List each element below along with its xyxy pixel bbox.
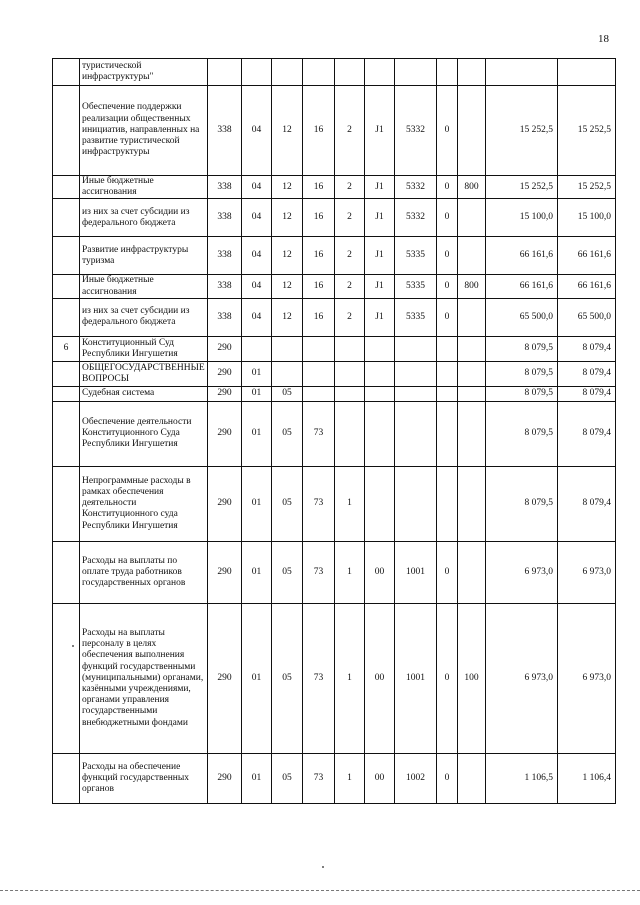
cell-name: из них за счет субсидии из федерального бюджета xyxy=(80,199,208,237)
cell-pr: 12 xyxy=(272,237,303,275)
cell-gr: 338 xyxy=(208,86,242,176)
cell-p1: 73 xyxy=(303,753,335,803)
cell-p5 xyxy=(437,361,458,386)
cell-vr xyxy=(458,237,486,275)
cell-s2: 15 252,5 xyxy=(558,86,616,176)
cell-name: туристической инфраструктуры" xyxy=(80,59,208,86)
cell-pr xyxy=(272,336,303,361)
cell-s2: 1 106,4 xyxy=(558,753,616,803)
cell-name: Обеспечение поддержки реализации общественных инициатив, направленных на развитие туристической инфраструктуры xyxy=(80,86,208,176)
cell-p2: 1 xyxy=(335,466,365,541)
cell-vr xyxy=(458,401,486,466)
cell-no xyxy=(53,386,80,401)
cell-p1: 16 xyxy=(303,199,335,237)
cell-rz: 01 xyxy=(242,401,272,466)
cell-p5 xyxy=(437,466,458,541)
cell-s1: 8 079,5 xyxy=(486,336,558,361)
cell-gr: 290 xyxy=(208,386,242,401)
cell-gr: 338 xyxy=(208,275,242,298)
cell-p4: 1002 xyxy=(395,753,437,803)
cell-no xyxy=(53,275,80,298)
cell-p2: 2 xyxy=(335,86,365,176)
cell-p2 xyxy=(335,361,365,386)
table-row xyxy=(53,275,616,298)
cell-vr: 800 xyxy=(458,275,486,298)
cell-s2: 15 252,5 xyxy=(558,176,616,199)
cell-p3 xyxy=(365,361,395,386)
cell-vr xyxy=(458,753,486,803)
cell-p5: 0 xyxy=(437,275,458,298)
cell-rz: 01 xyxy=(242,603,272,753)
cell-vr: 100 xyxy=(458,603,486,753)
cell-name: Конституционный Суд Республики Ингушетия xyxy=(80,336,208,361)
page-number: 18 xyxy=(598,33,609,45)
cell-gr: 290 xyxy=(208,603,242,753)
cell-p1: 73 xyxy=(303,603,335,753)
cell-p5: 0 xyxy=(437,541,458,603)
cell-p2: 1 xyxy=(335,603,365,753)
cell-gr: 338 xyxy=(208,176,242,199)
cell-p2 xyxy=(335,336,365,361)
cell-p2: 2 xyxy=(335,199,365,237)
cell-p2 xyxy=(335,401,365,466)
cell-no xyxy=(53,199,80,237)
cell-p4: 5332 xyxy=(395,86,437,176)
cell-p4 xyxy=(395,361,437,386)
cell-pr: 12 xyxy=(272,275,303,298)
table-row xyxy=(53,603,616,753)
cell-p3: 00 xyxy=(365,541,395,603)
cell-p3 xyxy=(365,59,395,86)
table-row xyxy=(53,336,616,361)
table-row xyxy=(53,176,616,199)
cell-vr xyxy=(458,386,486,401)
cell-p2: 2 xyxy=(335,275,365,298)
cell-pr: 05 xyxy=(272,466,303,541)
table-row xyxy=(53,86,616,176)
cell-s1: 8 079,5 xyxy=(486,386,558,401)
cell-rz: 01 xyxy=(242,361,272,386)
cell-no xyxy=(53,466,80,541)
cell-s1: 65 500,0 xyxy=(486,298,558,336)
cell-vr xyxy=(458,59,486,86)
cell-p1 xyxy=(303,59,335,86)
cell-p5 xyxy=(437,336,458,361)
cell-gr: 338 xyxy=(208,237,242,275)
table-row xyxy=(53,59,616,86)
cell-p3: J1 xyxy=(365,199,395,237)
cell-name: Непрограммные расходы в рамках обеспечения деятельности Конституционного суда Республики Ингушетия xyxy=(80,466,208,541)
cell-pr: 12 xyxy=(272,176,303,199)
cell-rz: 01 xyxy=(242,753,272,803)
cell-p2 xyxy=(335,59,365,86)
cell-no xyxy=(53,298,80,336)
cell-p4 xyxy=(395,466,437,541)
cell-p3 xyxy=(365,466,395,541)
cell-p1: 16 xyxy=(303,176,335,199)
table-row xyxy=(53,401,616,466)
cell-p5 xyxy=(437,401,458,466)
cell-s2: 65 500,0 xyxy=(558,298,616,336)
cell-gr: 290 xyxy=(208,401,242,466)
cell-rz: 04 xyxy=(242,86,272,176)
cell-vr xyxy=(458,541,486,603)
cell-gr: 338 xyxy=(208,298,242,336)
cell-pr: 12 xyxy=(272,86,303,176)
cell-p5 xyxy=(437,386,458,401)
table-row xyxy=(53,199,616,237)
cell-p3 xyxy=(365,401,395,466)
cell-no xyxy=(53,237,80,275)
cell-s2: 66 161,6 xyxy=(558,237,616,275)
cell-no xyxy=(53,603,80,753)
cell-p1: 73 xyxy=(303,466,335,541)
cell-s1: 15 252,5 xyxy=(486,86,558,176)
scan-speck xyxy=(322,866,324,868)
cell-vr xyxy=(458,466,486,541)
cell-pr: 05 xyxy=(272,541,303,603)
cell-p4: 5332 xyxy=(395,199,437,237)
cell-p4: 5335 xyxy=(395,237,437,275)
cell-gr: 338 xyxy=(208,199,242,237)
cell-no: 6 xyxy=(53,336,80,361)
cell-p1: 73 xyxy=(303,401,335,466)
cell-no xyxy=(53,541,80,603)
cell-pr xyxy=(272,361,303,386)
table-row xyxy=(53,541,616,603)
cell-rz: 04 xyxy=(242,237,272,275)
cell-p1: 16 xyxy=(303,275,335,298)
cell-name: из них за счет субсидии из федерального бюджета xyxy=(80,298,208,336)
cell-p1 xyxy=(303,336,335,361)
cell-pr: 05 xyxy=(272,401,303,466)
cell-p3: 00 xyxy=(365,753,395,803)
cell-p3: J1 xyxy=(365,176,395,199)
cell-p3: 00 xyxy=(365,603,395,753)
cell-pr: 05 xyxy=(272,753,303,803)
cell-p1 xyxy=(303,361,335,386)
cell-p1: 73 xyxy=(303,541,335,603)
cell-p1: 16 xyxy=(303,237,335,275)
cell-p5: 0 xyxy=(437,199,458,237)
budget-table xyxy=(52,58,616,804)
cell-pr: 12 xyxy=(272,298,303,336)
cell-p4: 5335 xyxy=(395,298,437,336)
cell-name: Иные бюджетные ассигнования xyxy=(80,275,208,298)
cell-gr: 290 xyxy=(208,466,242,541)
table-row xyxy=(53,237,616,275)
cell-s2: 15 100,0 xyxy=(558,199,616,237)
cell-name: Расходы на выплаты по оплате труда работников государственных органов xyxy=(80,541,208,603)
cell-name: ОБЩЕГОСУДАРСТВЕННЫЕ ВОПРОСЫ xyxy=(80,361,208,386)
cell-p5: 0 xyxy=(437,237,458,275)
cell-no xyxy=(53,86,80,176)
cell-pr: 05 xyxy=(272,386,303,401)
cell-vr xyxy=(458,199,486,237)
cell-pr: 12 xyxy=(272,199,303,237)
cell-p1: 16 xyxy=(303,298,335,336)
cell-p4 xyxy=(395,59,437,86)
cell-no xyxy=(53,176,80,199)
cell-s1: 8 079,5 xyxy=(486,466,558,541)
cell-vr xyxy=(458,86,486,176)
cell-p4 xyxy=(395,336,437,361)
cell-name: Расходы на обеспечение функций государственных органов xyxy=(80,753,208,803)
cell-p2: 1 xyxy=(335,753,365,803)
cell-s2: 8 079,4 xyxy=(558,466,616,541)
cell-s1: 66 161,6 xyxy=(486,275,558,298)
cell-s2: 6 973,0 xyxy=(558,541,616,603)
cell-vr: 800 xyxy=(458,176,486,199)
cell-s2: 66 161,6 xyxy=(558,275,616,298)
cell-p5: 0 xyxy=(437,603,458,753)
table-row xyxy=(53,298,616,336)
bottom-rule xyxy=(0,890,640,891)
cell-p5: 0 xyxy=(437,753,458,803)
cell-rz xyxy=(242,336,272,361)
cell-name: Судебная система xyxy=(80,386,208,401)
cell-p4: 5332 xyxy=(395,176,437,199)
cell-s2: 8 079,4 xyxy=(558,336,616,361)
cell-p3 xyxy=(365,336,395,361)
cell-s2: 8 079,4 xyxy=(558,401,616,466)
cell-p5: 0 xyxy=(437,298,458,336)
cell-name: Иные бюджетные ассигнования xyxy=(80,176,208,199)
cell-rz: 04 xyxy=(242,199,272,237)
table-row xyxy=(53,466,616,541)
cell-gr: 290 xyxy=(208,336,242,361)
cell-p5: 0 xyxy=(437,176,458,199)
cell-p2 xyxy=(335,386,365,401)
cell-p3: J1 xyxy=(365,237,395,275)
cell-rz: 04 xyxy=(242,176,272,199)
cell-vr xyxy=(458,361,486,386)
cell-rz: 01 xyxy=(242,541,272,603)
cell-p3 xyxy=(365,386,395,401)
cell-s2 xyxy=(558,59,616,86)
cell-no xyxy=(53,401,80,466)
cell-p4: 5335 xyxy=(395,275,437,298)
table-row xyxy=(53,386,616,401)
cell-s1: 66 161,6 xyxy=(486,237,558,275)
cell-s1: 15 252,5 xyxy=(486,176,558,199)
cell-s1: 8 079,5 xyxy=(486,401,558,466)
cell-name: Обеспечение деятельности Конституционного Суда Республики Ингушетия xyxy=(80,401,208,466)
cell-s1: 6 973,0 xyxy=(486,603,558,753)
cell-no xyxy=(53,361,80,386)
cell-p4: 1001 xyxy=(395,541,437,603)
cell-p5 xyxy=(437,59,458,86)
cell-p3: J1 xyxy=(365,275,395,298)
cell-no xyxy=(53,753,80,803)
cell-vr xyxy=(458,336,486,361)
cell-vr xyxy=(458,298,486,336)
cell-gr: 290 xyxy=(208,541,242,603)
cell-gr: 290 xyxy=(208,361,242,386)
cell-s1: 15 100,0 xyxy=(486,199,558,237)
cell-s1: 8 079,5 xyxy=(486,361,558,386)
cell-name: Развитие инфраструктуры туризма xyxy=(80,237,208,275)
cell-p2: 1 xyxy=(335,541,365,603)
scan-speck xyxy=(72,645,74,647)
cell-p3: J1 xyxy=(365,86,395,176)
cell-rz: 04 xyxy=(242,298,272,336)
cell-s2: 8 079,4 xyxy=(558,386,616,401)
cell-rz: 01 xyxy=(242,466,272,541)
cell-gr: 290 xyxy=(208,753,242,803)
cell-p2: 2 xyxy=(335,298,365,336)
cell-p2: 2 xyxy=(335,176,365,199)
cell-rz: 01 xyxy=(242,386,272,401)
cell-s2: 8 079,4 xyxy=(558,361,616,386)
cell-pr: 05 xyxy=(272,603,303,753)
cell-p1: 16 xyxy=(303,86,335,176)
cell-gr xyxy=(208,59,242,86)
cell-s1: 6 973,0 xyxy=(486,541,558,603)
cell-p4 xyxy=(395,386,437,401)
cell-rz: 04 xyxy=(242,275,272,298)
cell-p3: J1 xyxy=(365,298,395,336)
cell-p2: 2 xyxy=(335,237,365,275)
cell-p4: 1001 xyxy=(395,603,437,753)
cell-s1 xyxy=(486,59,558,86)
cell-p4 xyxy=(395,401,437,466)
cell-p5: 0 xyxy=(437,86,458,176)
cell-rz xyxy=(242,59,272,86)
table-row xyxy=(53,361,616,386)
table-row xyxy=(53,753,616,803)
cell-no xyxy=(53,59,80,86)
cell-name: Расходы на выплаты персоналу в целях обеспечения выполнения функций государственными (муниципальными) органами, казёнными учреждениями, органами управления государственными внебюджетными фондами xyxy=(80,603,208,753)
cell-pr xyxy=(272,59,303,86)
cell-s2: 6 973,0 xyxy=(558,603,616,753)
cell-s1: 1 106,5 xyxy=(486,753,558,803)
cell-p1 xyxy=(303,386,335,401)
